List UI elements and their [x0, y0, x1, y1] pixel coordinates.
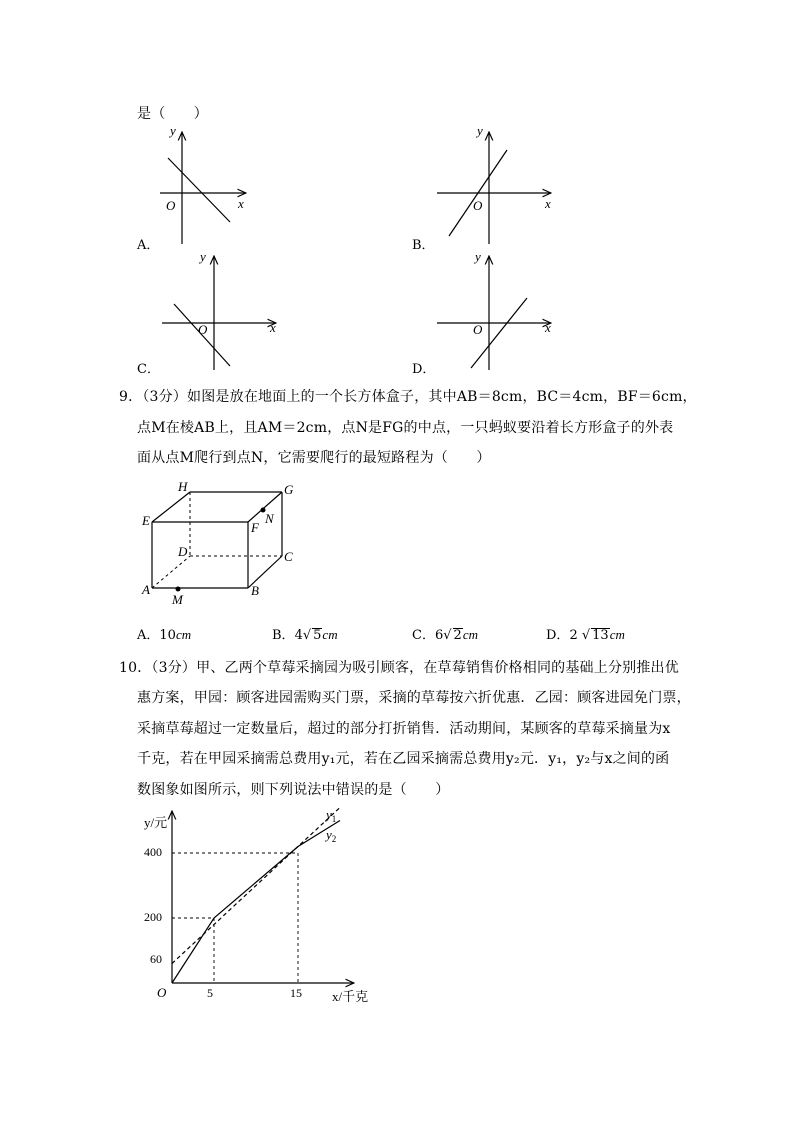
label-n: N: [265, 511, 274, 526]
y-axis-label: y/元: [144, 815, 168, 830]
q8-option-a[interactable]: A．: [137, 238, 160, 253]
q9-cuboid-figure: [138, 478, 308, 608]
series-label-y1: $y_1$: [326, 807, 337, 824]
q8-option-b[interactable]: B．: [412, 238, 435, 253]
x-label: x: [545, 196, 551, 211]
q9-number: 9．: [119, 389, 143, 405]
series-line-y1: [172, 808, 340, 964]
q8-graph-a: [150, 122, 260, 247]
q9-option-d[interactable]: [546, 624, 625, 643]
q9-option-c[interactable]: [412, 624, 478, 643]
point-m: [176, 587, 181, 592]
option-coef: 2: [569, 628, 578, 643]
q10-text-line3: 采摘草莓超过一定数量后，超过的部分打折销售．活动期间，某顾客的草莓采摘量为x: [137, 721, 671, 737]
q8-graph-d: [425, 248, 565, 373]
y-label: y: [170, 123, 176, 138]
q9-text-line2: 点M在棱AB上，且AM＝2cm，点N是FG的中点，一只蚂蚁要沿着长方形盒子的外表: [137, 420, 674, 436]
y-label: y: [477, 123, 483, 138]
q9-text-line3: 面从点M爬行到点N，它需要爬行的最短路程为（ ）: [137, 450, 491, 466]
q9-text-line1: [119, 386, 697, 406]
y-tick-400: 400: [144, 845, 162, 859]
label-e: E: [142, 513, 150, 528]
q8-option-c[interactable]: C．: [137, 362, 160, 377]
origin-label: O: [473, 198, 483, 213]
origin-label: O: [198, 322, 208, 337]
origin-label: O: [473, 322, 483, 337]
label-h: H: [178, 479, 188, 494]
label-d: D: [178, 544, 188, 559]
label-m: M: [172, 592, 183, 607]
y-tick-60: 60: [150, 952, 162, 966]
sqrt-sign: √: [581, 628, 591, 643]
q8-graph-b: [425, 122, 565, 247]
series-line-y2: [172, 821, 340, 984]
y-label: y: [475, 249, 481, 264]
q8-graph-c: [150, 248, 290, 373]
option-letter: C．: [412, 628, 435, 643]
series-label-y2: $y_2$: [326, 827, 337, 844]
label-g: G: [284, 482, 294, 497]
q9-line1: 如图是放在地面上的一个长方体盒子，其中AB＝8cm，BC＝4cm，BF＝6cm，: [187, 389, 697, 405]
q9-option-b[interactable]: [272, 624, 338, 643]
option-letter: A．: [137, 628, 160, 643]
label-b: B: [251, 583, 259, 598]
origin-label: O: [157, 985, 167, 1000]
option-unit: cm: [609, 627, 625, 642]
option-unit: cm: [322, 627, 338, 642]
q8-option-d[interactable]: D．: [412, 362, 436, 377]
label-c: C: [284, 549, 293, 564]
q10-text-line4: 千克，若在甲园采摘需总费用y₁元，若在乙园采摘需总费用y₂元．y₁，y₂与x之间的函: [137, 751, 670, 767]
x-tick-5: 5: [207, 986, 213, 1000]
q10-function-chart: [130, 805, 390, 1010]
q9-option-a[interactable]: [137, 624, 191, 643]
y-tick-200: 200: [144, 910, 162, 924]
option-unit: cm: [175, 627, 192, 642]
sqrt-sign: √: [443, 628, 452, 643]
q10-text-line1: [119, 657, 679, 677]
q10-text-line2: 惠方案，甲园：顾客进园需购买门票，采摘的草莓按六折优惠．乙园：顾客进园免门票，: [137, 690, 691, 706]
x-label: x: [545, 320, 551, 335]
label-f: F: [251, 520, 259, 535]
q10-score: （3分）: [151, 660, 197, 676]
y-label: y: [200, 249, 206, 264]
option-letter: D．: [546, 628, 570, 643]
option-root: 5: [313, 628, 322, 643]
sqrt-sign: √: [302, 628, 312, 643]
option-letter: B．: [272, 628, 295, 643]
q10-number: 10．: [119, 660, 152, 676]
origin-label: O: [166, 198, 176, 213]
x-axis-label: x/千克: [332, 989, 369, 1004]
option-coef: 4: [294, 628, 303, 643]
label-a: A: [142, 582, 150, 597]
option-root: 13: [592, 628, 609, 643]
option-unit: cm: [462, 627, 478, 642]
q10-line1: 甲、乙两个草莓采摘园为吸引顾客，在草莓销售价格相同的基础上分别推出优: [196, 660, 679, 676]
x-tick-15: 15: [290, 986, 302, 1000]
graph-line: [168, 158, 230, 222]
option-coef: 10: [159, 628, 176, 643]
option-root: 2: [453, 628, 462, 643]
q8-question-tail: 是（ ）: [137, 106, 208, 122]
q9-score: （3分）: [142, 389, 188, 405]
x-label: x: [238, 196, 244, 211]
x-label: x: [270, 320, 276, 335]
option-coef: 6: [434, 628, 444, 643]
q10-text-line5: 数图象如图所示，则下列说法中错误的是（ ）: [137, 782, 450, 798]
